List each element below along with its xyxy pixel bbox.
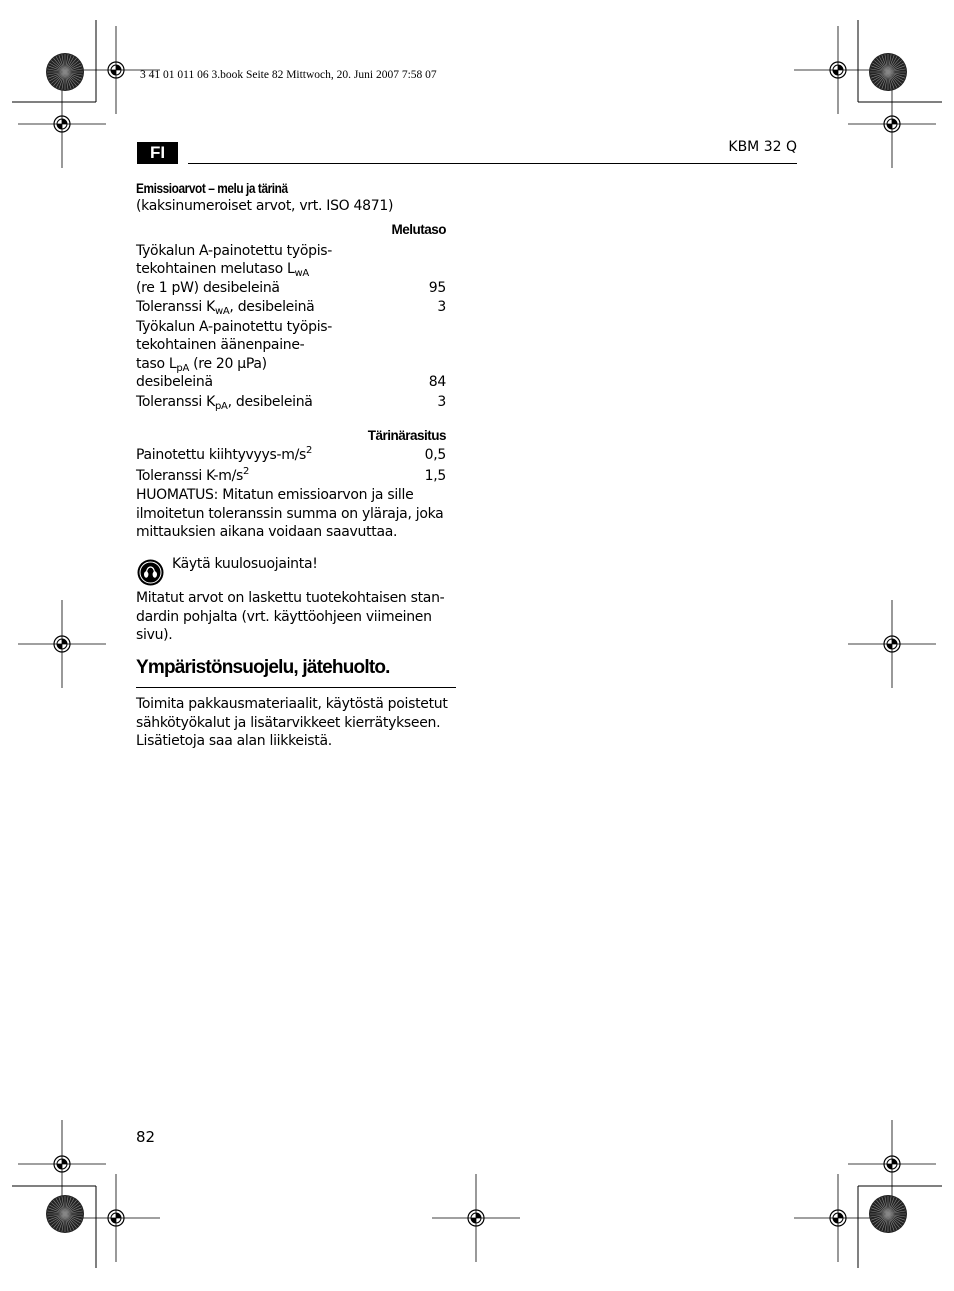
emission-subtitle: (kaksinumeroiset arvot, vrt. ISO 4871) <box>136 198 394 214</box>
registration-mark <box>848 80 936 168</box>
noise-header: Melutaso <box>391 221 446 237</box>
noise-value: 3 <box>437 393 446 410</box>
environment-title: Ympäristönsuojelu, jätehuolto. <box>136 657 390 678</box>
vibration-value: 0,5 <box>424 447 446 463</box>
registration-mark <box>432 1174 520 1262</box>
ear-protection-icon <box>137 559 164 586</box>
registration-mark <box>794 26 882 114</box>
noise-value: 95 <box>428 279 446 296</box>
model-name: KBM 32 Q <box>728 139 797 155</box>
environment-rule <box>136 687 456 688</box>
registration-mark <box>72 1174 160 1262</box>
color-starburst <box>869 53 907 91</box>
noise-row: Toleranssi $K_{pA}$, desibeleinä 3 <box>136 393 446 412</box>
noise-value: 84 <box>428 374 446 390</box>
emission-section <box>136 181 446 542</box>
color-starburst <box>46 53 84 91</box>
book-info: 3 41 01 011 06 3.book Seite 82 Mittwoch, 20. Juni 2007 7:58 07 <box>140 69 437 81</box>
environment-paragraph: Toimita pakkausmateriaalit, käytöstä poistetut sähkötyökalut ja lisätarvikkeet kierrätykseen. Lisätietoja saa alan liikkeistä. <box>136 696 448 749</box>
vibration-header: Tärinärasitus <box>367 428 446 443</box>
noise-row: Työkalun A-painotettu työpis- tekohtainen äänenpaine- taso $L_{pA}$ (re 20 µPa) desibeleinä 84 <box>136 318 446 390</box>
vibration-row: Painotettu kiihtyvyys-$m/s^2$ 0,5 <box>136 445 446 463</box>
emission-title: Emissioarvot – melu ja tärinä <box>136 181 288 196</box>
language-badge: FI <box>137 142 178 164</box>
note-paragraph: HUOMATUS: Mitatun emissioarvon ja sille ilmoitetun toleranssin summa on yläraja, joka mittauksien aikana voidaan saavuttaa. <box>136 487 444 540</box>
noise-value: 3 <box>437 299 446 315</box>
page-number: 82 <box>136 1128 156 1146</box>
noise-row: Työkalun A-painotettu työpis- tekohtainen melutaso $L_{wA}$ (re 1 pW) desibeleinä 95 <box>136 242 446 296</box>
color-starburst <box>46 1195 84 1233</box>
header-rule <box>188 163 797 164</box>
noise-row: Toleranssi $K_{wA}$, desibeleinä 3 <box>136 299 446 317</box>
registration-mark <box>848 1120 936 1208</box>
registration-mark <box>18 600 106 688</box>
registration-mark <box>794 1174 882 1262</box>
measured-paragraph: Mitatut arvot on laskettu tuotekohtaisen stan- dardin pohjalta (vrt. käyttöohjeen viimeinen sivu). <box>136 590 445 643</box>
color-starburst <box>869 1195 907 1233</box>
ear-protection-text: Käytä kuulosuojainta! <box>172 556 318 572</box>
registration-mark <box>848 600 936 688</box>
registration-mark <box>18 80 106 168</box>
vibration-value: 1,5 <box>424 467 446 484</box>
vibration-row: Toleranssi $K-m/s^2$ 1,5 <box>136 465 446 484</box>
registration-mark <box>18 1120 106 1208</box>
